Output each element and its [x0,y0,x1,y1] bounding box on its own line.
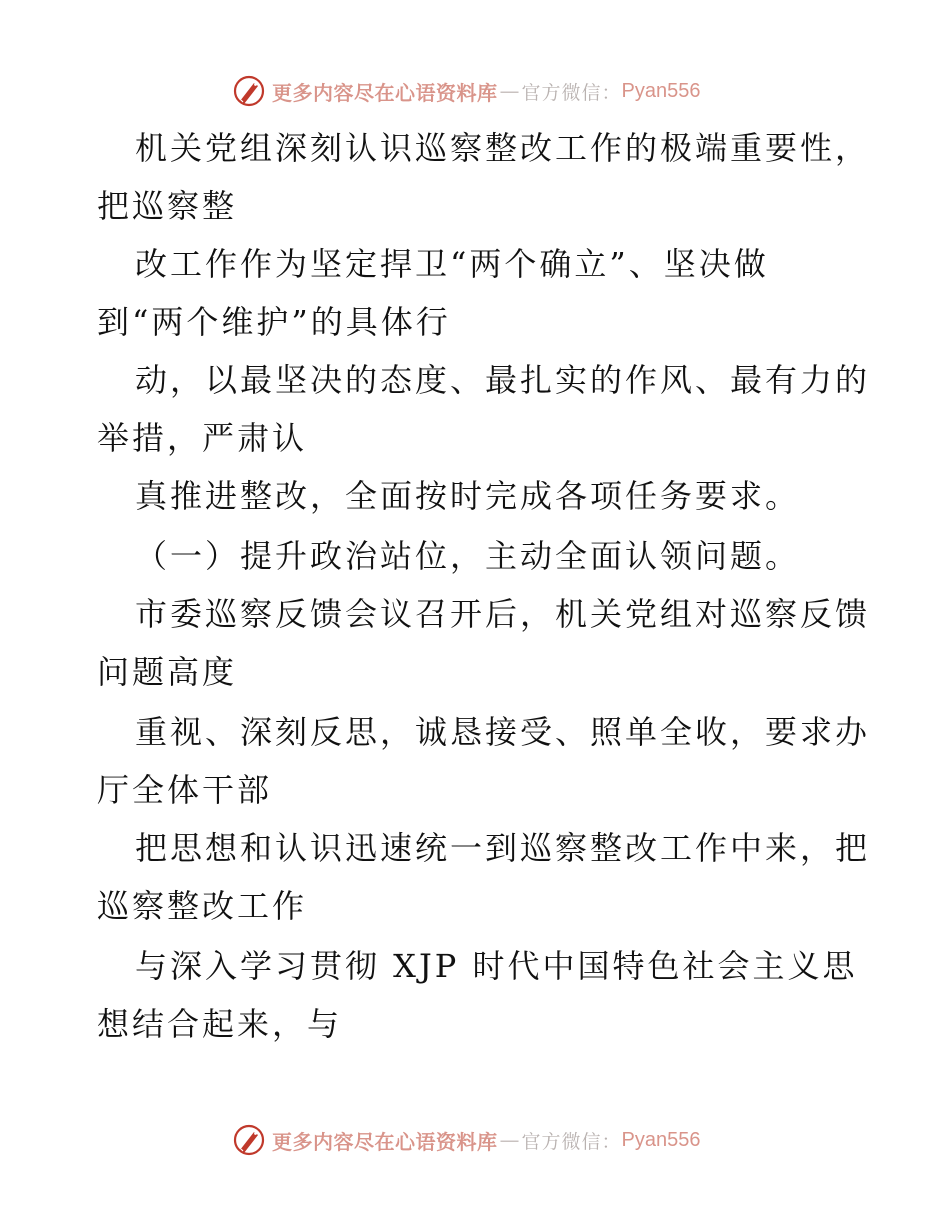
body-line: 举措，严肃认 [97,419,308,457]
body-line: 想结合起来，与 [97,1005,343,1043]
body-line: 与深入学习贯彻 XJP 时代中国特色社会主义思 [135,947,858,985]
body-line: 重视、深刻反思，诚恳接受、照单全收，要求办 [135,713,871,751]
footer-wechat-label: 官方微信： [521,1130,622,1153]
footer-wechat-id: Pyan556 [621,1128,701,1151]
body-line: 巡察整改工作 [97,887,308,925]
header-text: 更多内容尽在心语资料库 [272,80,498,105]
body-line: 到“两个维护”的具体行 [97,303,451,341]
body-line: 改工作作为坚定捍卫“两个确立”、坚决做 [135,245,769,283]
body-line: 把巡察整 [97,187,238,225]
header-wechat-label: 官方微信： [521,81,622,104]
pen-circle-logo-icon [232,1123,266,1157]
section-heading: （一）提升政治站位，主动全面认领问题。 [135,537,801,575]
body-line: 厅全体干部 [97,771,273,809]
header-wechat-id: Pyan556 [621,79,701,102]
body-line: 动，以最坚决的态度、最扎实的作风、最有力的 [135,361,871,399]
footer-banner [232,1120,700,1160]
body-line: 真推进整改，全面按时完成各项任务要求。 [135,477,801,515]
pen-circle-logo-icon [232,74,266,108]
body-line: 机关党组深刻认识巡察整改工作的极端重要性， [135,129,871,167]
header-banner [232,71,700,111]
body-line: 市委巡察反馈会议召开后，机关党组对巡察反馈 [135,595,871,633]
body-line: 把思想和认识迅速统一到巡察整改工作中来，把 [135,829,871,867]
footer-text: 更多内容尽在心语资料库 [272,1129,498,1154]
header-dash: — [499,79,520,103]
footer-dash: — [499,1128,520,1152]
body-line: 问题高度 [97,653,238,691]
